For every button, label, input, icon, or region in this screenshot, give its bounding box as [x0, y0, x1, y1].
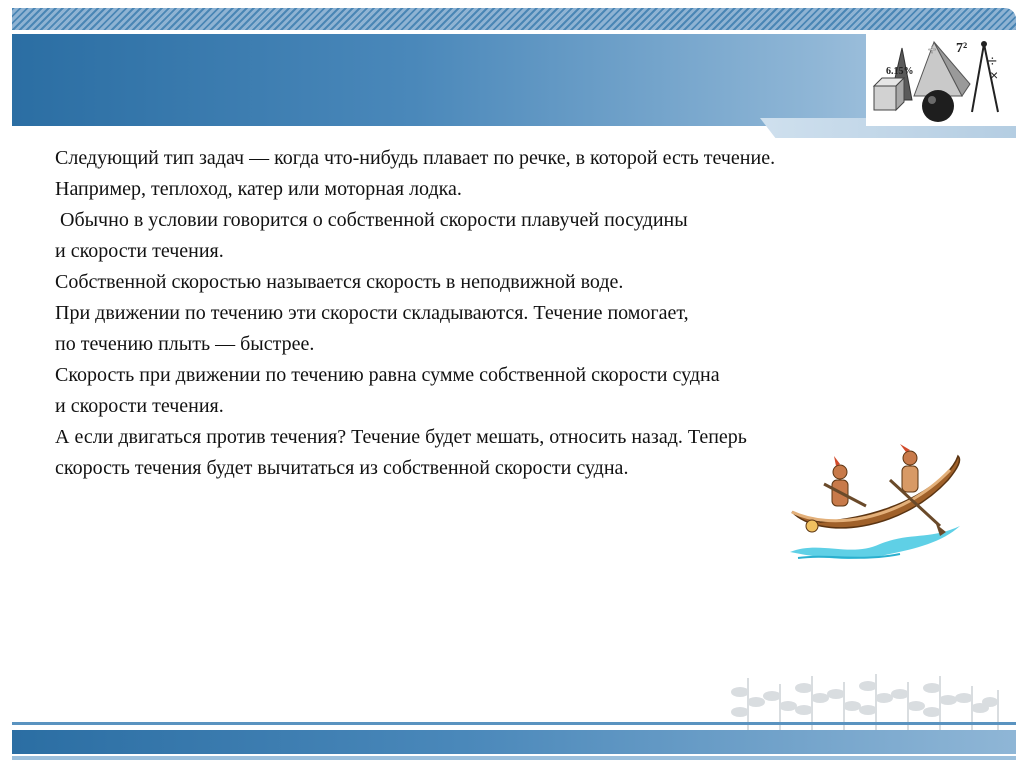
text-line: Скорость при движении по течению равна сумме собственной скорости судна	[55, 364, 720, 386]
plants-decoration	[728, 668, 1008, 730]
percent-label: 6.15%	[886, 66, 914, 77]
slide-body	[55, 143, 995, 484]
footer-separator	[12, 756, 1016, 760]
text-line: скорость течения будет вычитаться из собственной скорости судна.	[55, 457, 629, 479]
text-line: Обычно в условии говорится о собственной скорости плавучей посудины	[55, 209, 688, 231]
footer-line	[12, 722, 1016, 725]
svg-text:+: +	[928, 41, 937, 57]
power-label: 7²	[956, 41, 968, 56]
math-shapes-illustration	[866, 34, 1016, 126]
text-line: Следующий тип задач — когда что-нибудь плавает по речке, в которой есть течение.	[55, 147, 776, 169]
canoe-illustration	[780, 440, 980, 570]
text-line: Собственной скоростью называется скорость в неподвижной воде.	[55, 271, 624, 293]
svg-text:÷: ÷	[988, 53, 997, 70]
text-line: по течению плыть — быстрее.	[55, 333, 315, 355]
text-line: Например, теплоход, катер или моторная лодка.	[55, 178, 462, 200]
text-line: А если двигаться против течения? Течение будет мешать, относить назад. Теперь	[55, 426, 747, 448]
text-line: и скорости течения.	[55, 240, 224, 262]
text-line: и скорости течения.	[55, 395, 224, 417]
header-stripe	[12, 8, 1016, 30]
text-line: При движении по течению эти скорости складываются. Течение помогает,	[55, 302, 689, 324]
footer-band	[12, 730, 1016, 754]
svg-text:×: ×	[990, 67, 999, 83]
